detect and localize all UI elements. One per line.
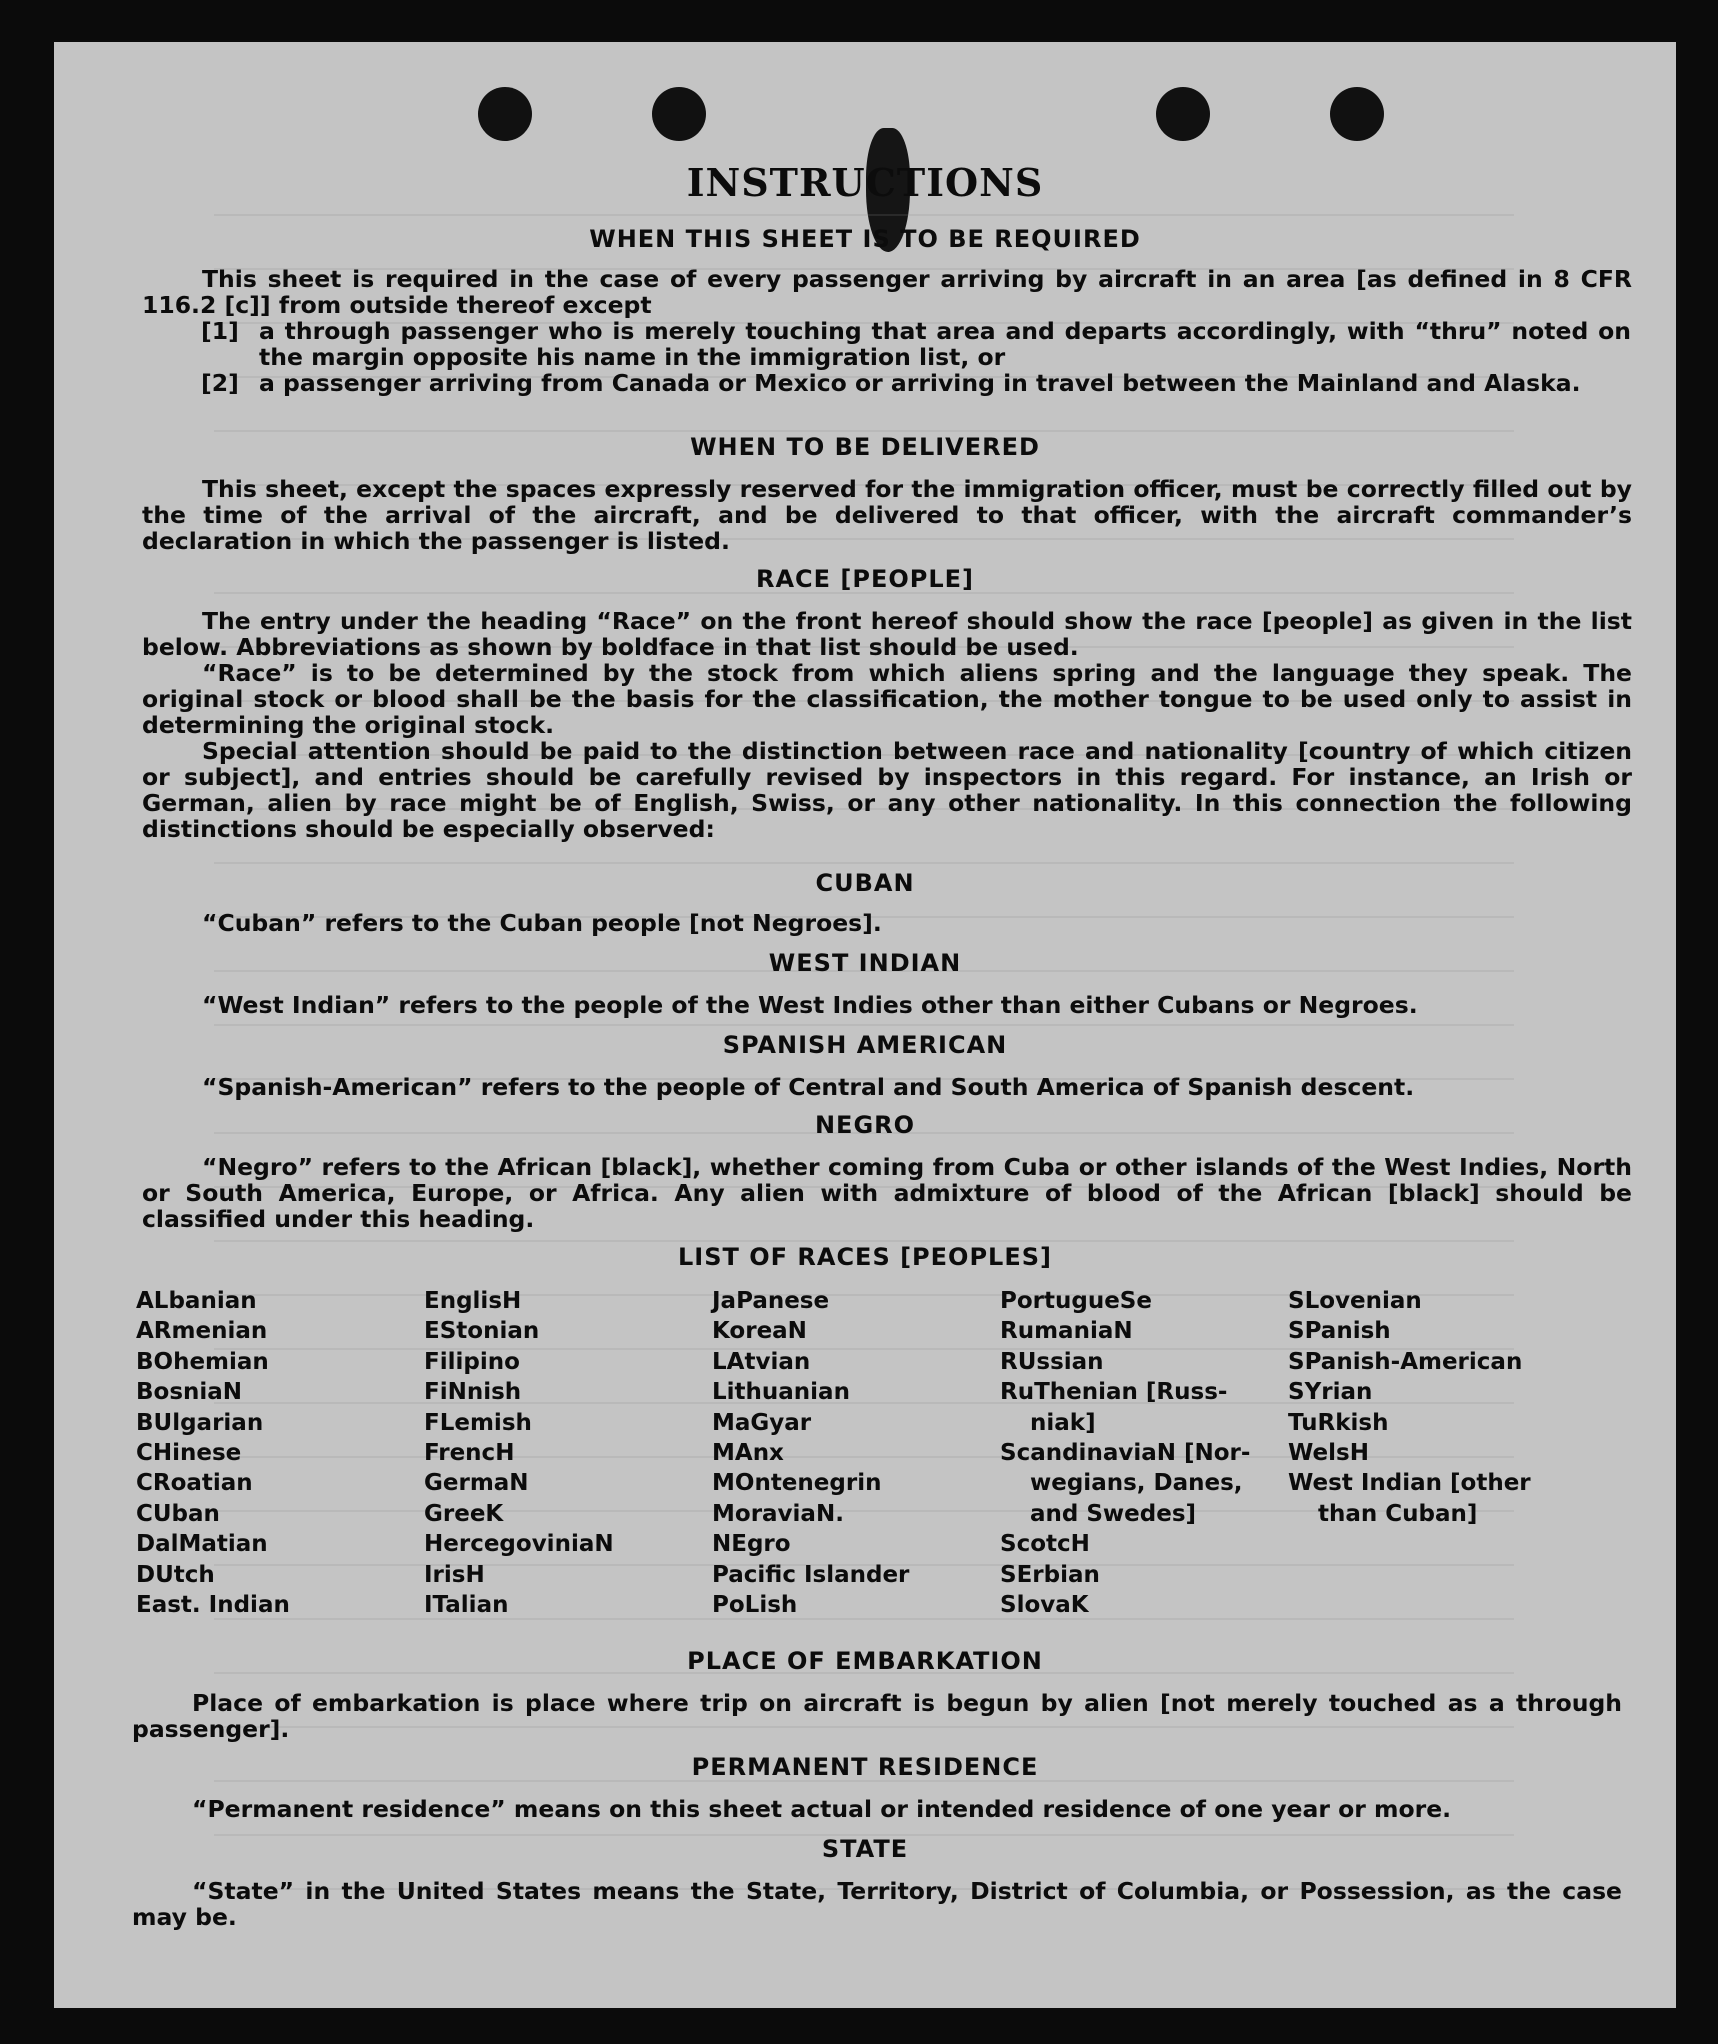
- race-item: SYrian: [1288, 1379, 1373, 1406]
- paragraph-embarkation: Place of embarkation is place where trip on aircraft is begun by alien [not merely touched as a through passenger].: [132, 1689, 1622, 1743]
- race-item: East. Indian: [136, 1592, 290, 1619]
- paragraph-residence: “Permanent residence” means on this sheet actual or intended residence of one year or more.: [192, 1795, 1452, 1823]
- heading-when-required: WHEN THIS SHEET IS TO BE REQUIRED: [589, 225, 1141, 253]
- race-item: GermaN: [424, 1470, 529, 1497]
- race-item: West Indian [other: [1288, 1470, 1531, 1497]
- race-item: CHinese: [136, 1440, 242, 1467]
- race-item: MAnx: [712, 1440, 784, 1467]
- paragraph-west-indian: “West Indian” refers to the people of the West Indies other than either Cubans or Negroes.: [202, 991, 1418, 1019]
- paragraph-when-required: This sheet is required in the case of every passenger arriving by aircraft in an area [as defined in 8 CFR 116.2 [c]] from outside thereof except: [142, 265, 1632, 319]
- heading-residence: PERMANENT RESIDENCE: [691, 1753, 1039, 1781]
- race-item: DUtch: [136, 1561, 215, 1588]
- race-item-continued: wegians, Danes,: [1030, 1470, 1243, 1497]
- paragraph-cuban: “Cuban” refers to the Cuban people [not Negroes].: [202, 909, 882, 937]
- paragraph-spanish-american: “Spanish-American” refers to the people of Central and South America of Spanish descent.: [202, 1073, 1415, 1101]
- race-item: RuThenian [Russ-: [1000, 1379, 1228, 1406]
- heading-list-of-races: LIST OF RACES [PEOPLES]: [678, 1243, 1052, 1271]
- race-item: FiNnish: [424, 1379, 522, 1406]
- race-item: ITalian: [424, 1592, 509, 1619]
- heading-embarkation: PLACE OF EMBARKATION: [687, 1647, 1043, 1675]
- races-column-4: [1000, 1286, 1280, 1620]
- heading-when-delivered: WHEN TO BE DELIVERED: [690, 433, 1040, 461]
- race-item: BOhemian: [136, 1348, 269, 1375]
- race-item: ScandinaviaN [Nor-: [1000, 1440, 1251, 1467]
- race-item-continued: and Swedes]: [1030, 1500, 1197, 1527]
- race-item: ARmenian: [136, 1318, 268, 1345]
- race-item: DalMatian: [136, 1531, 268, 1558]
- race-item: Pacific Islander: [712, 1561, 910, 1588]
- race-item: BUlgarian: [136, 1409, 264, 1436]
- race-item-continued: niak]: [1030, 1409, 1096, 1436]
- race-item: EStonian: [424, 1318, 540, 1345]
- race-item: PoLish: [712, 1592, 798, 1619]
- page-title: INSTRUCTIONS: [686, 160, 1044, 205]
- paragraph-negro: “Negro” refers to the African [black], whether coming from Cuba or other islands of the West Indies, North or South America, Europe, or Africa. Any alien with admixture of blood of the African [black] should be classified under this heading.: [142, 1153, 1632, 1233]
- heading-cuban: CUBAN: [815, 869, 915, 897]
- paragraph-race: The entry under the heading “Race” on the front hereof should show the race [people] as given in the list below. Abbreviations as shown by boldface in that list should be used. “Race” is to be determined by the stock from which aliens spring and the language they speak. The original stock or blood shall be the basis for the classification, the mother tongue to be used only to assist in determining the original stock. Special attention should be paid to the distinction between race and nationality [country of which citizen or subject], and entries should be carefully revised by inspectors in this regard. For instance, an Irish or German, alien by race might be of English, Swiss, or any other nationality. In this connection the following distinctions should be especially observed:: [142, 607, 1632, 843]
- race-item: FrencH: [424, 1440, 515, 1467]
- race-item: Filipino: [424, 1348, 520, 1375]
- race-item: Lithuanian: [712, 1379, 850, 1406]
- race-item: KoreaN: [712, 1318, 807, 1345]
- races-column-5: [1288, 1286, 1568, 1529]
- race-item: NEgro: [712, 1531, 791, 1558]
- race-item: ALbanian: [136, 1288, 257, 1314]
- instructions-content: [54, 42, 1676, 2008]
- race-item: ScotcH: [1000, 1531, 1090, 1558]
- race-item: LAtvian: [712, 1348, 811, 1375]
- race-item: IrisH: [424, 1561, 485, 1588]
- race-item: SlovaK: [1000, 1592, 1089, 1619]
- race-item: FLemish: [424, 1409, 532, 1436]
- heading-spanish-american: SPANISH AMERICAN: [722, 1031, 1008, 1059]
- race-item: HercegoviniaN: [424, 1531, 614, 1558]
- race-item: JaPanese: [712, 1288, 830, 1314]
- race-item-continued: than Cuban]: [1318, 1500, 1478, 1527]
- race-item: SErbian: [1000, 1561, 1100, 1588]
- heading-negro: NEGRO: [814, 1111, 916, 1139]
- heading-state: STATE: [821, 1835, 909, 1863]
- race-item: CRoatian: [136, 1470, 253, 1497]
- race-item: RUssian: [1000, 1348, 1104, 1375]
- race-item: SPanish-American: [1288, 1348, 1523, 1375]
- heading-race: RACE [PEOPLE]: [755, 565, 975, 593]
- races-column-2: [424, 1286, 704, 1620]
- race-item: WelsH: [1288, 1440, 1369, 1467]
- race-item: GreeK: [424, 1500, 504, 1527]
- race-item: PortugueSe: [1000, 1288, 1152, 1314]
- races-list: [136, 1286, 1636, 1619]
- race-item: BosniaN: [136, 1379, 243, 1406]
- races-column-3: [712, 1286, 992, 1620]
- race-item: TuRkish: [1288, 1409, 1389, 1436]
- race-item: RumaniaN: [1000, 1318, 1133, 1345]
- exception-item-1: [1] a through passenger who is merely touching that area and departs accordingly, with “thru” noted on the margin opposite his name in the immigration list, or: [201, 317, 1631, 371]
- race-item: CUban: [136, 1500, 220, 1527]
- race-item: EnglisH: [424, 1288, 522, 1314]
- paragraph-when-delivered: This sheet, except the spaces expressly reserved for the immigration officer, must be correctly filled out by the time of the arrival of the aircraft, and be delivered to that officer, with the aircraft commander’s declaration in which the passenger is listed.: [142, 475, 1632, 555]
- document-page: [54, 42, 1676, 2008]
- race-item: SPanish: [1288, 1318, 1391, 1345]
- race-item: MoraviaN.: [712, 1500, 844, 1527]
- race-item: MOntenegrin: [712, 1470, 882, 1497]
- heading-west-indian: WEST INDIAN: [768, 949, 962, 977]
- races-column-1: [136, 1286, 416, 1620]
- race-item: MaGyar: [712, 1409, 812, 1436]
- exception-item-2: [2] a passenger arriving from Canada or Mexico or arriving in travel between the Mainland and Alaska.: [201, 369, 1581, 397]
- paragraph-state: “State” in the United States means the State, Territory, District of Columbia, or Possession, as the case may be.: [132, 1877, 1622, 1931]
- race-item: SLovenian: [1288, 1288, 1422, 1314]
